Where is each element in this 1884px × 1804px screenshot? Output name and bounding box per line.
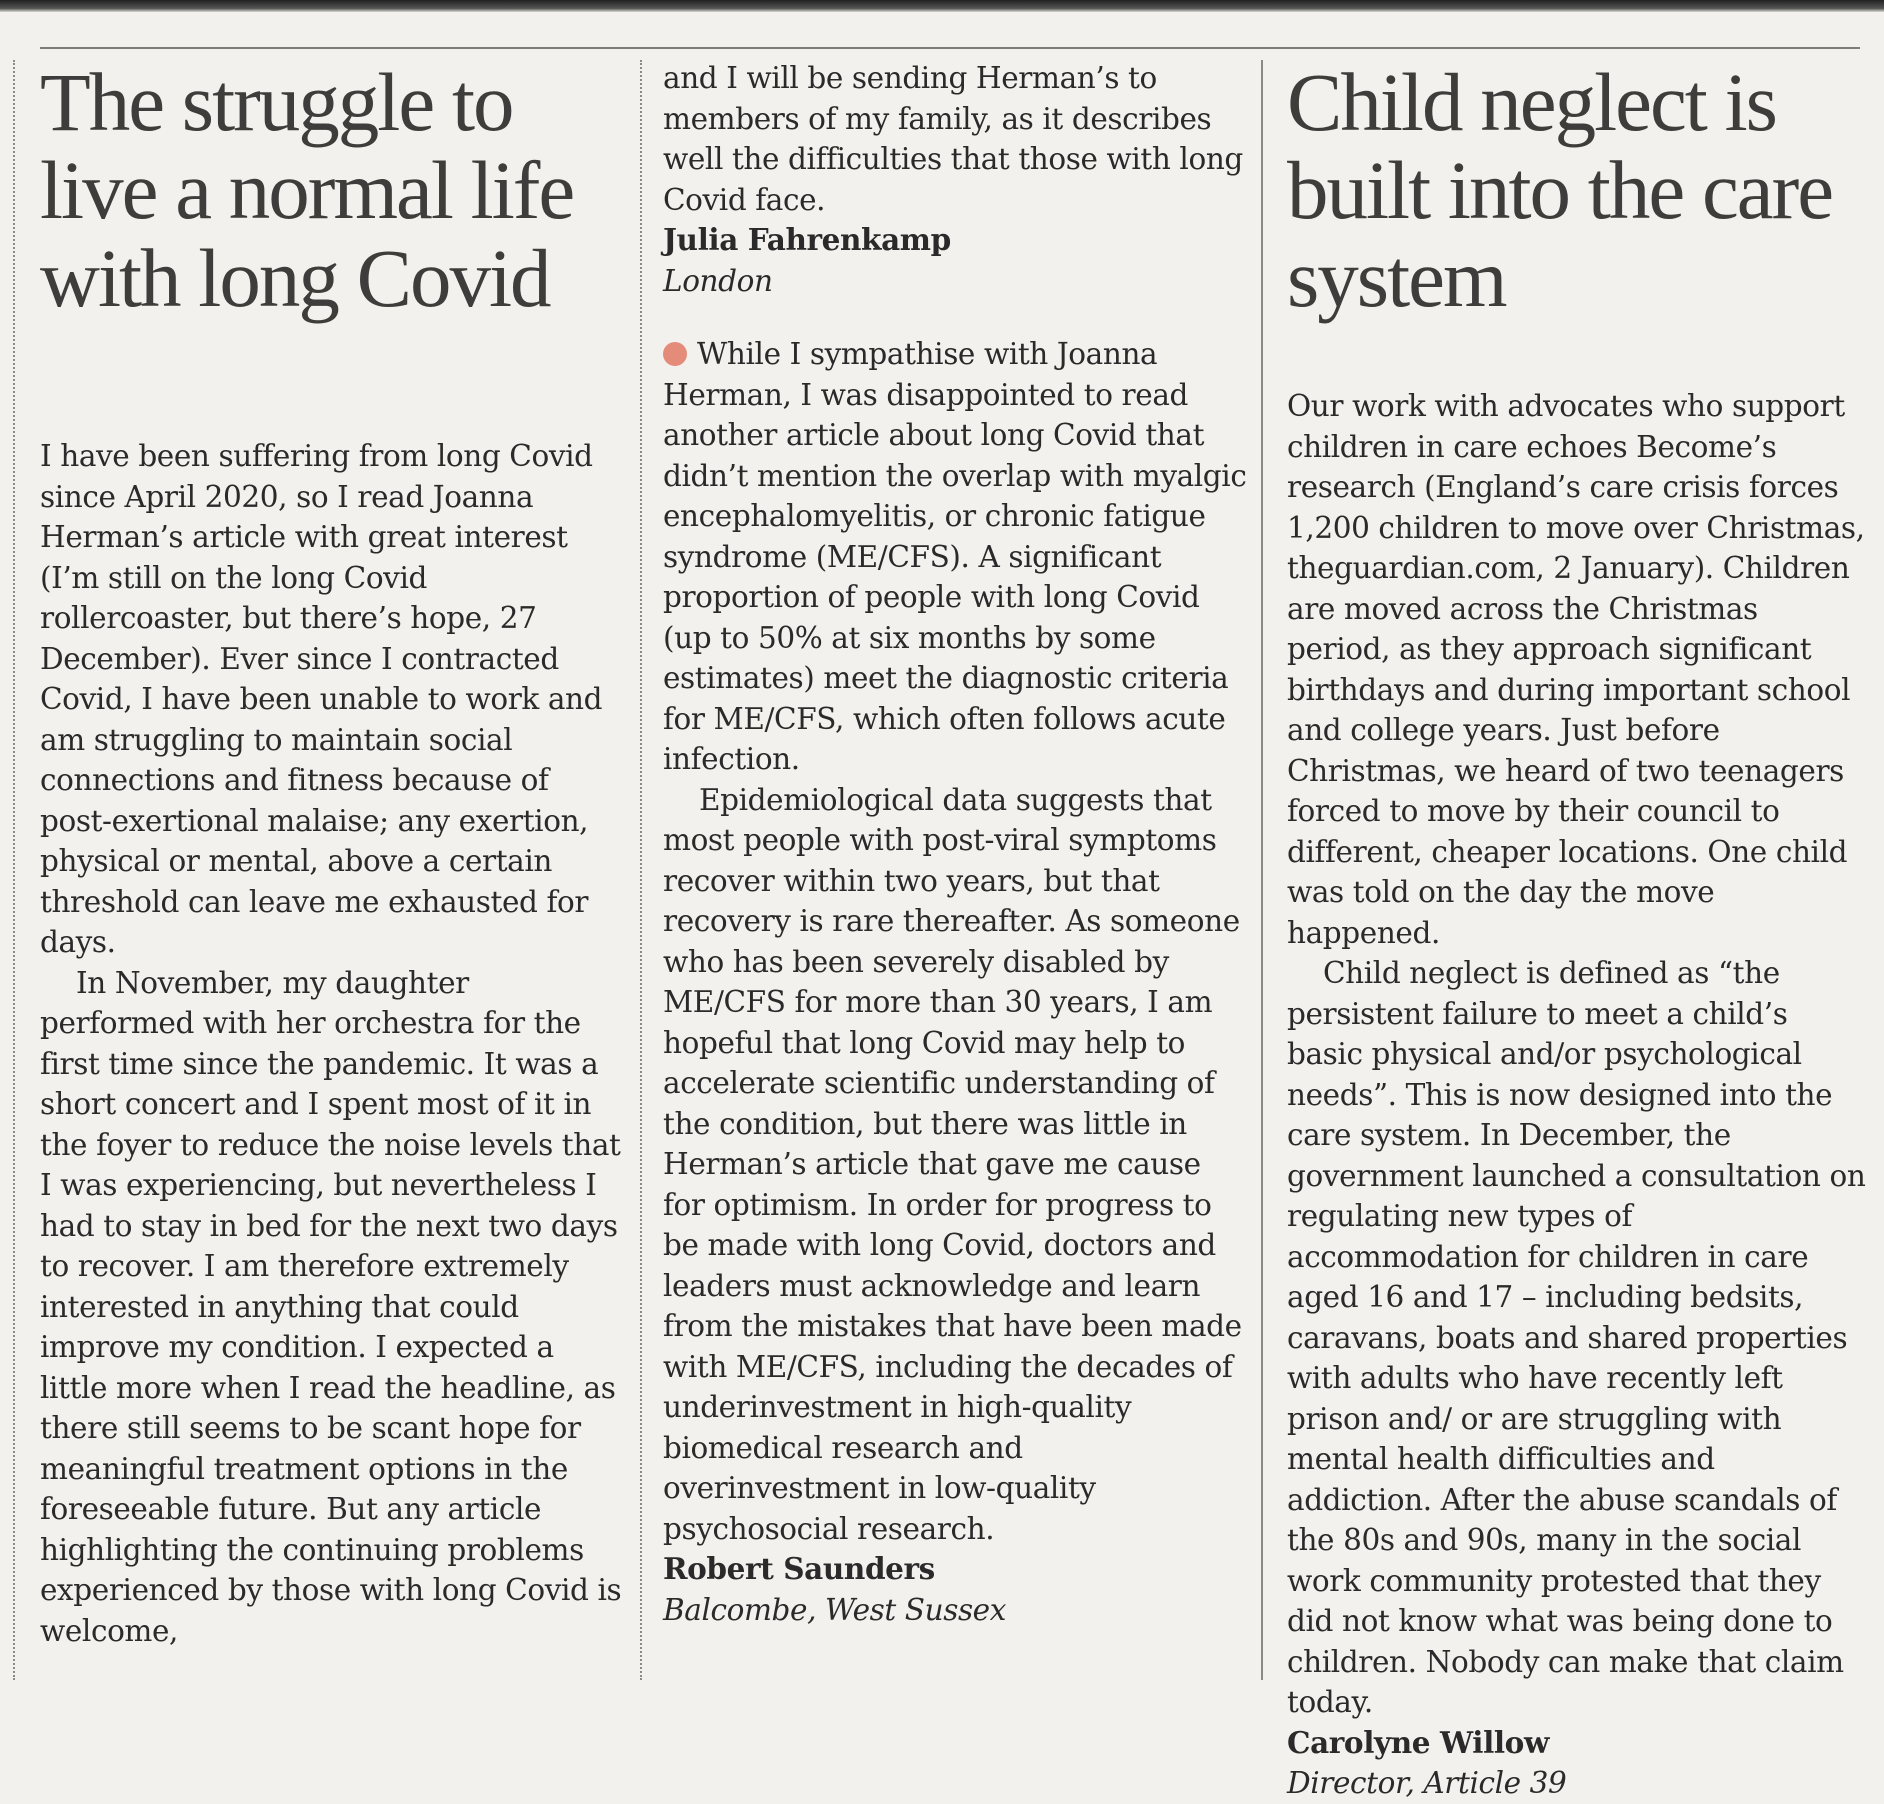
headline-long-covid: The struggle to live a normal life with long Covid	[40, 56, 574, 324]
letter2-paragraph-2: Epidemiological data suggests that most people with post-viral symptoms recover within two years, but that recovery is rare thereafter. As someone who has been severely disabled by ME/CFS for more than 30 years, I am hopeful that long Covid may help to accelerate scientific understanding of the condition, but there was little in Herman’s article that gave me cause for optimism. In order for progress to be made with long Covid, doctors and leaders must acknowledge and learn from the mistakes that have been made with ME/CFS, including the decades of underinvestment in high-quality biomedical research and overinvestment in low-quality psychosocial research.	[663, 782, 1242, 1546]
column-divider-right	[1261, 60, 1263, 1680]
letter1-paragraph-2: In November, my daughter performed with her orchestra for the first time since the pandemic. It was a short concert and I spent most of it in the foyer to reduce the noise levels that I was experiencing, but nevertheless I had to stay in bed for the next two days to recover. I am therefore extremely interested in anything that could improve my condition. I expected a little more when I read the headline, as there still seems to be scant hope for meaningful treatment options in the foreseeable future. But any article highlighting the continuing problems experienced by those with long Covid is welcome,	[40, 965, 622, 1648]
author-name-fahrenkamp: Julia Fahrenkamp	[663, 222, 951, 257]
letter-column-1	[40, 58, 625, 1651]
top-rule	[40, 47, 1860, 49]
headline-child-neglect: Child neglect is built into the care system	[1287, 56, 1833, 324]
column-divider-middle	[640, 60, 642, 1680]
author-name-saunders: Robert Saunders	[663, 1551, 935, 1586]
letter-column-2	[663, 58, 1248, 1630]
letter-column-3	[1287, 58, 1867, 1804]
author-location-london: London	[663, 263, 773, 298]
author-name-willow: Carolyne Willow	[1287, 1724, 1549, 1760]
letter2-paragraph-1	[663, 334, 1248, 780]
letter3-paragraph-1: Our work with advocates who support children in care echoes Become’s research (England’s care crisis forces 1,200 children to move over Christmas, theguardian.com, 2 January). Children are moved across the Christmas period, as they approach significant birthdays and during important school and college years. Just before Christmas, we heard of two teenagers forced to move by their council to different, cheaper locations. One child was told on the day the move happened.	[1287, 389, 1865, 950]
letter-bullet-icon	[663, 342, 687, 366]
letter2-paragraph-1-text: While I sympathise with Joanna Herman, I was disappointed to read another article about long Covid that didn’t mention the overlap with myalgic encephalomyelitis, or chronic fatigue syndrome (ME/CFS). A significant proportion of people with long Covid (up to 50% at six months by some estimates) meet the diagnostic criteria for ME/CFS, which often follows acute infection.	[663, 337, 1247, 776]
letter1-paragraph-1: I have been suffering from long Covid since April 2020, so I read Joanna Herman’s article with great interest (I’m still on the long Covid rollercoaster, but there’s hope, 27 December). Ever since I contracted Covid, I have been unable to work and am struggling to maintain social connections and fitness because of post-exertional malaise; any exertion, physical or mental, above a certain threshold can leave me exhausted for days.	[40, 439, 603, 959]
page-top-edge	[0, 0, 1884, 12]
letter3-paragraph-2: Child neglect is defined as “the persistent failure to meet a child’s basic physical and/or psychological needs”. This is now designed into the care system. In December, the government launched a consultation on regulating new types of accommodation for children in care aged 16 and 17 – including bedsits, caravans, boats and shared properties with adults who have recently left prison and/ or are struggling with mental health difficulties and addiction. After the abuse scandals of the 80s and 90s, many in the social work community protested that they did not know what was being done to children. Nobody can make that claim today.	[1287, 956, 1866, 1719]
author-location-balcombe: Balcombe, West Sussex	[663, 1592, 1006, 1627]
letter1-continuation: and I will be sending Herman’s to members of my family, as it describes well the difficulties that those with long Covid face.	[663, 61, 1243, 217]
author-title-article39: Director, Article 39	[1287, 1766, 1567, 1800]
column-divider-left	[13, 60, 15, 1680]
